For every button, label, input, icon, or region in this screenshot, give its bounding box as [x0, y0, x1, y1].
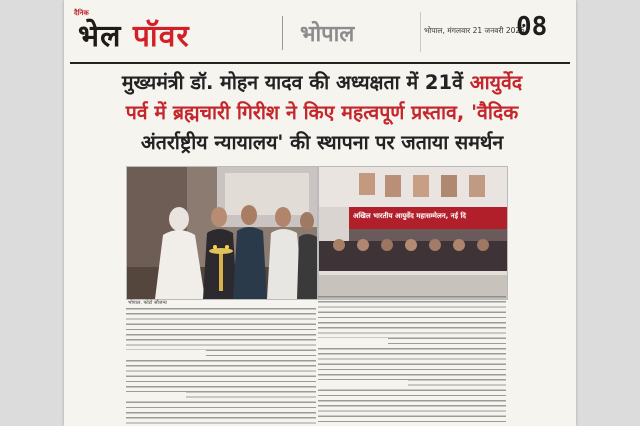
masthead-divider-2 [420, 12, 421, 52]
photo-right-illustration [319, 167, 507, 299]
headline-line-1-highlight: आयुर्वेद [469, 71, 523, 94]
paragraph-gap [318, 338, 388, 344]
newspaper-page [64, 0, 576, 426]
masthead-rule [70, 62, 570, 64]
photo-caption: भोपाल. फोटो सौजन्य [128, 300, 167, 306]
newspaper-title [78, 14, 190, 55]
headline-line-3: अंतर्राष्ट्रीय न्यायालय' की स्थापना पर जताया समर्थन [140, 131, 504, 154]
article-body-left-column [126, 308, 316, 424]
photo-left-illustration [127, 167, 317, 299]
banner-text: अखिल भारतीय आयुर्वेद महासम्मेलन, नई दि [353, 212, 466, 220]
title-word-2: पॉवर [132, 19, 190, 54]
title-word-1: भेल [78, 19, 122, 54]
masthead [64, 0, 576, 64]
masthead-daily-label: दैनिक [74, 9, 89, 17]
headline-line-1-text: मुख्यमंत्री डॉ. मोहन यादव की अध्यक्षता में 21वें [121, 71, 470, 94]
edition-city: भोपाल [300, 21, 355, 47]
paragraph-gap [126, 350, 206, 356]
article-body-right-column [318, 296, 506, 424]
masthead-divider [282, 16, 283, 50]
headline-line-1 [94, 68, 550, 98]
paragraph-gap [318, 380, 408, 386]
headline-line-2: पर्व में ब्रह्मचारी गिरीश ने किए महत्वपूर्ण प्रस्ताव, 'वैदिक [125, 101, 519, 124]
page-number: 08 [516, 12, 548, 42]
edition-date: भोपाल, मंगलवार 21 जनवरी 2025 [424, 26, 525, 35]
article-headline [94, 68, 550, 158]
article-photo-left [126, 166, 318, 300]
paragraph-gap [126, 392, 186, 398]
article-photo-right [318, 166, 508, 300]
